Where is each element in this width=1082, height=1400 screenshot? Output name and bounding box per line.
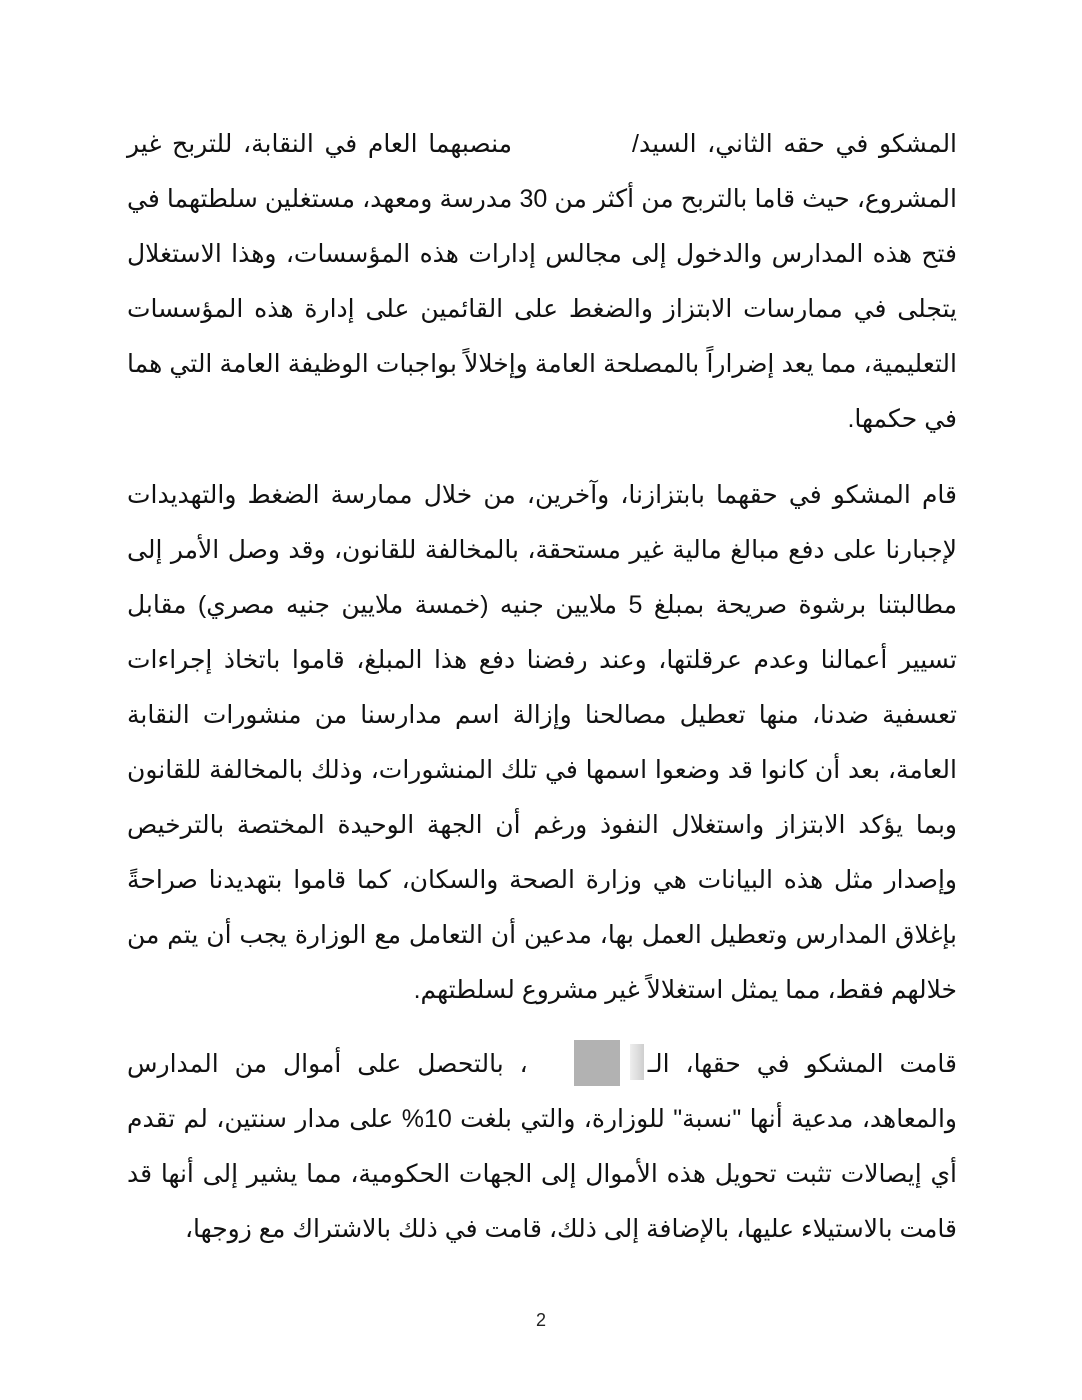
paragraph-3-part-2: ، بالتحصل على أموال من المدارس والمعاهد، مدعية أنها "نسبة" للوزارة، والتي بلغت 10% على مدار سنتين، لم تقدم أي إيصالات تثبت تحويل هذه الأموال إلى الجهات الحكومية، مما يشير إلى أنها قد قامت بالاستيلاء عليها، بالإضافة إلى ذلك، قامت في ذلك بالاشتراك مع زوجها،	[127, 1050, 957, 1243]
paragraph-2: قام المشكو في حقهما بابتزازنا، وآخرين، من خلال ممارسة الضغط والتهديدات لإجبارنا على دفع مبالغ مالية غير مستحقة، بالمخالفة للقانون، وقد وصل الأمر إلى مطالبتنا برشوة صريحة بمبلغ 5 ملايين جنيه (خمسة ملايين جنيه مصري) مقابل تسيير أعمالنا وعدم عرقلتها، وعند رفضنا دفع هذا المبلغ، قاموا باتخاذ إجراءات تعسفية ضدنا، منها تعطيل مصالحنا وإزالة اسم مدارسنا من منشورات النقابة العامة، بعد أن كانوا قد وضعوا اسمها في تلك المنشورات، وذلك بالمخالفة للقانون وبما يؤكد الابتزاز واستغلال النفوذ ورغم أن الجهة الوحيدة المختصة بالترخيص وإصدار مثل هذه البيانات هي وزارة الصحة والسكان، كما قاموا بتهديدنا صراحةً بإغلاق المدارس وتعطيل العمل بها، مدعين أن التعامل مع الوزارة يجب أن يتم من خلالهم فقط، مما يمثل استغلالاً غير مشروع لسلطتهم.	[127, 481, 957, 1004]
redaction-box	[574, 1040, 620, 1086]
paragraph-3-part-1: قامت المشكو في حقها، الـ	[647, 1050, 957, 1078]
paragraph-1	[127, 117, 957, 447]
paragraph-3	[127, 1037, 957, 1257]
paragraph-1-part-1: المشكو في حقه الثاني، السيد/	[632, 130, 958, 158]
paragraph-1-part-2: منصبهما العام في النقابة، للتربح غير المشروع، حيث قاما بالتربح من أكثر من 30 مدرسة ومعهد، مستغلين سلطتهما في فتح هذه المدارس والدخول إلى مجالس إدارات هذه المؤسسات، وهذا الاستغلال يتجلى في ممارسات الابتزاز والضغط على القائمين على إدارة هذه المؤسسات التعليمية، مما يعد إضراراً بالمصلحة العامة وإخلالاً بواجبات الوظيفة العامة التي هما في حكمها.	[127, 130, 957, 433]
redaction-blur-mark	[630, 1044, 644, 1080]
page-number: 2	[535, 1310, 546, 1330]
